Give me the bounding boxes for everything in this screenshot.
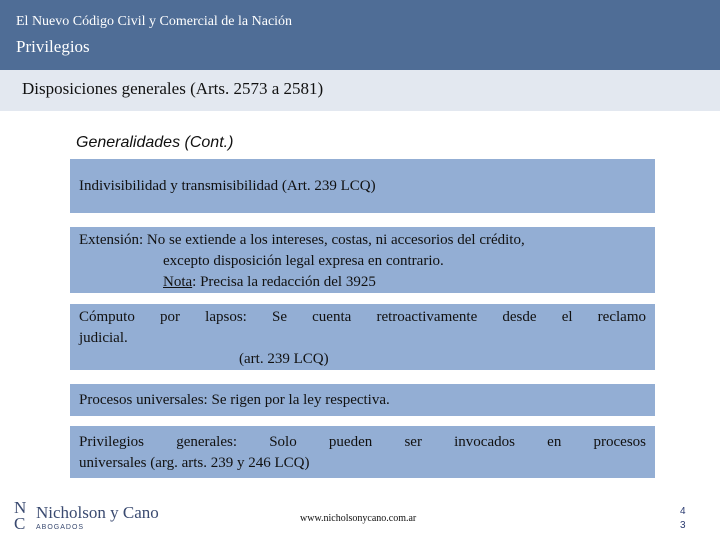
privilegios-line1: Solo pueden ser invocados en procesos xyxy=(237,434,646,450)
header-supertitle: El Nuevo Código Civil y Comercial de la Nación xyxy=(16,14,293,29)
box-extension xyxy=(70,227,655,293)
nota-text: : Precisa la redacción del 3925 xyxy=(192,274,376,290)
subheader-text: Disposiciones generales (Arts. 2573 a 2581) xyxy=(22,79,324,98)
subheader-bar xyxy=(0,70,720,111)
page-number-line2: 3 xyxy=(680,520,686,531)
extension-line2: excepto disposición legal expresa en contrario. xyxy=(163,253,444,269)
nota-label: Nota xyxy=(163,274,193,290)
section-title: Generalidades (Cont.) xyxy=(76,134,234,151)
page-title: Privilegios xyxy=(16,37,90,56)
box-privilegios xyxy=(70,426,655,478)
box-indivisibilidad xyxy=(70,159,655,213)
computo-label: Cómputo por lapsos: xyxy=(79,309,247,325)
computo-line1: Se cuenta retroactivamente desde el reclamo xyxy=(246,309,646,325)
page-number xyxy=(680,505,686,533)
header-banner xyxy=(0,0,720,70)
box-computo xyxy=(70,304,655,370)
privilegios-line2: universales (arg. arts. 239 y 246 LCQ) xyxy=(79,455,310,471)
box-procesos xyxy=(70,384,655,416)
procesos-label: Procesos universales: xyxy=(79,392,208,408)
extension-line1: No se extiende a los intereses, costas, ni accesorios del crédito, xyxy=(143,232,525,248)
privilegios-label: Privilegios generales: xyxy=(79,434,238,450)
logo-subtitle: ABOGADOS xyxy=(36,524,85,531)
extension-label: Extensión: xyxy=(79,232,144,248)
logo-c: C xyxy=(14,514,26,533)
logo-mark xyxy=(14,500,32,532)
page-number-line1: 4 xyxy=(680,506,686,517)
logo-name: Nicholson y Cano xyxy=(36,503,159,522)
box-indivisibilidad-text: Indivisibilidad y transmisibilidad (Art. 239 LCQ) xyxy=(79,178,376,194)
computo-line2: judicial. xyxy=(79,330,128,346)
footer-url: www.nicholsonycano.com.ar xyxy=(300,513,417,524)
computo-ref: (art. 239 LCQ) xyxy=(239,351,329,367)
procesos-text: Se rigen por la ley respectiva. xyxy=(207,392,390,408)
logo-n: N xyxy=(14,498,27,517)
